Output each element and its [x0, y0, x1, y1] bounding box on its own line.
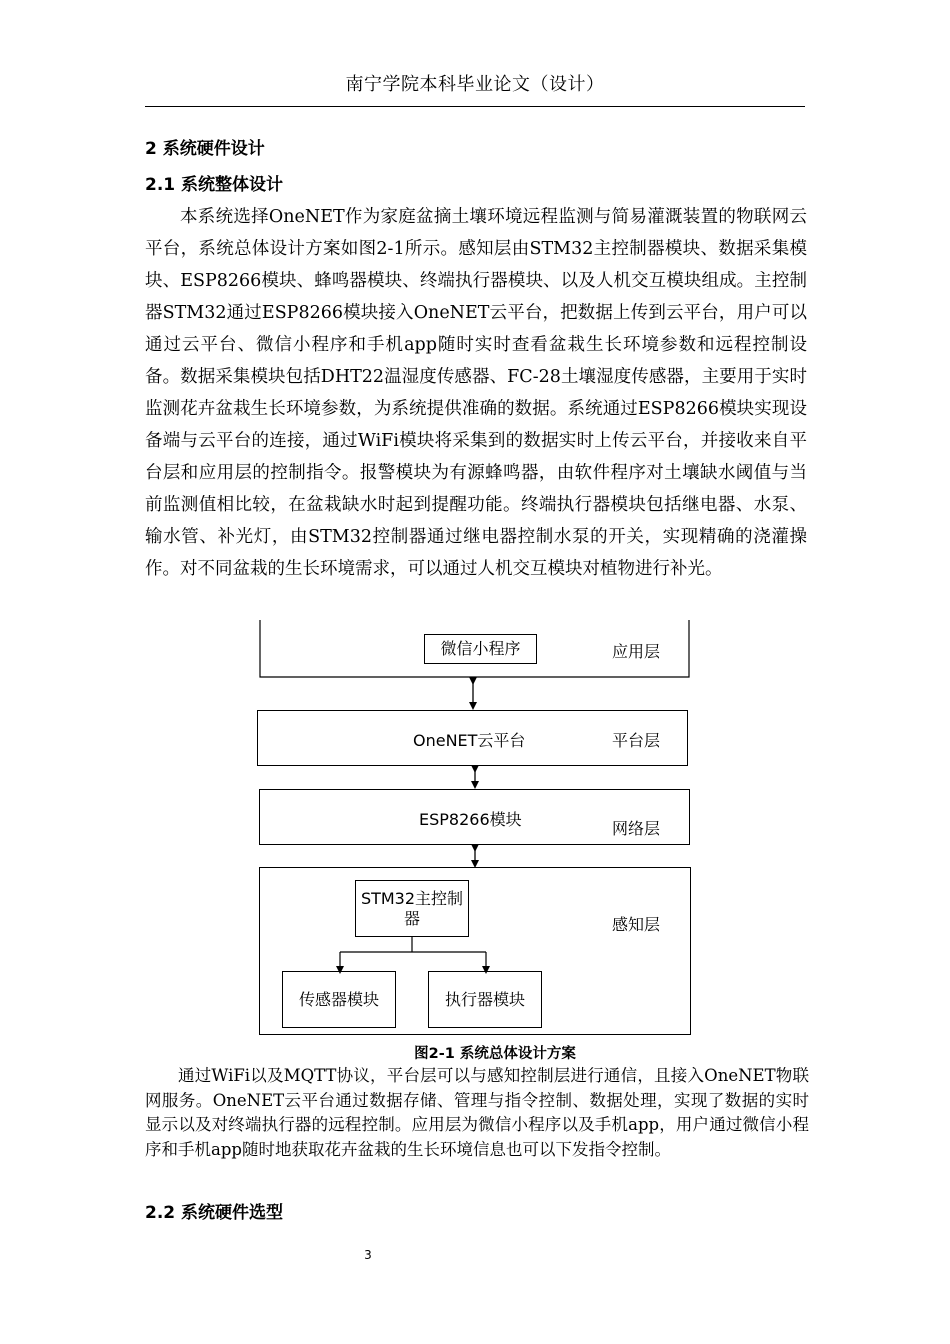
wechat-miniprogram-box: 微信小程序: [424, 634, 537, 664]
esp8266-module-label: ESP8266模块: [419, 810, 522, 829]
perception-layer-label: 感知层: [612, 915, 661, 934]
application-layer-label: 应用层: [612, 642, 661, 661]
section-heading: 2 系统硬件设计: [145, 139, 265, 159]
branch-connector: [340, 937, 486, 952]
page-header: 南宁学院本科毕业论文（设计）: [345, 74, 605, 95]
network-layer-box: [259, 789, 690, 845]
subsection-heading-2-1: 2.1 系统整体设计: [145, 175, 284, 195]
body-paragraph-2: 通过WiFi以及MQTT协议，平台层可以与感知控制层进行通信，且接入OneNET物联网服务。OneNET云平台通过数据存储、管理与指令控制、数据处理，实现了数据的实时显示以及对终端执行器的远程控制。应用层为微信小程序以及手机app，用户通过微信小程序和手机app随时地获取花卉盆栽的生长环境信息也可以下发指令控制。: [145, 1066, 809, 1159]
application-layer-box: [260, 620, 689, 677]
page-number: 3: [364, 1248, 372, 1262]
platform-layer-label: 平台层: [612, 731, 661, 750]
subsection-heading-2-2: 2.2 系统硬件选型: [145, 1203, 284, 1223]
figure-caption: 图2-1 系统总体设计方案: [414, 1046, 576, 1062]
body-paragraph-1: 本系统选择OneNET作为家庭盆摘土壤环境远程监测与简易灌溉装置的物联网云平台，系统总体设计方案如图2-1所示。感知层由STM32主控制器模块、数据采集模块、ESP8266模块、蜂鸣器模块、终端执行器模块、以及人机交互模块组成。主控制器STM32通过ESP8266模块接入OneNET云平台，把数据上传到云平台，用户可以通过云平台、微信小程序和手机app随时实时查看盆栽生长环境参数和远程控制设备。数据采集模块包括DHT22温湿度传感器、FC-28土壤湿度传感器，主要用于实时监测花卉盆栽生长环境参数，为系统提供准确的数据。系统通过ESP8266模块实现设备端与云平台的连接，通过WiFi模块将采集到的数据实时上传云平台，并接收来自平台层和应用层的控制指令。报警模块为有源蜂鸣器，由软件程序对土壤缺水阈值与当前监测值相比较，在盆栽缺水时起到提醒功能。终端执行器模块包括继电器、水泵、输水管、补光灯，由STM32控制器通过继电器控制水泵的开关，实现精确的浇灌操作。对不同盆栽的生长环境需求，可以通过人机交互模块对植物进行补光。: [145, 207, 807, 579]
perception-layer-box: [259, 867, 691, 1035]
onenet-platform-label: OneNET云平台: [413, 731, 526, 750]
header-rule: [145, 106, 805, 107]
stm32-controller-box: STM32主控制器: [355, 880, 469, 937]
platform-layer-box: [257, 710, 688, 766]
actuator-module-box: 执行器模块: [428, 971, 542, 1028]
network-layer-label: 网络层: [612, 819, 661, 838]
sensor-module-box: 传感器模块: [282, 971, 396, 1028]
